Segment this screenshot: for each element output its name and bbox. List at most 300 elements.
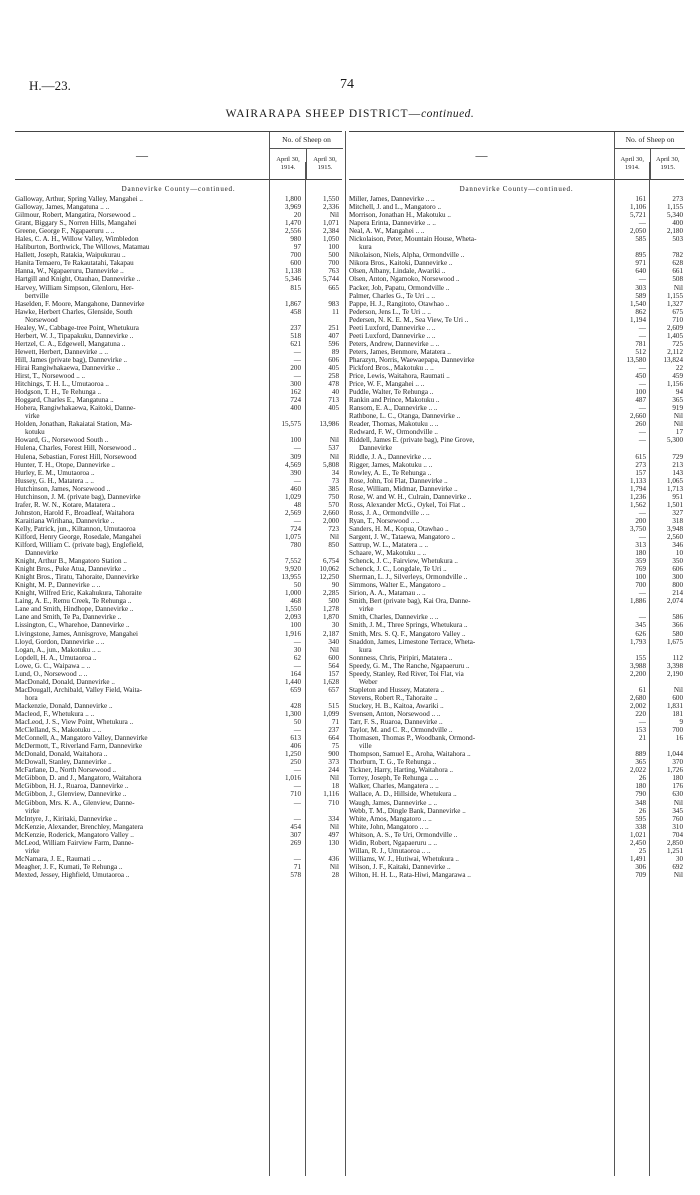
sheep-1914-value: — — [638, 613, 646, 622]
table-row — [15, 324, 342, 332]
table-row — [15, 404, 342, 412]
table-row — [349, 420, 684, 428]
sheep-1914-value: 162 — [290, 388, 301, 397]
table-row — [349, 195, 684, 203]
sheep-1915-value: 18 — [331, 782, 339, 791]
sheep-1915-value: 130 — [328, 838, 339, 847]
sheep-1914-value: — — [293, 726, 301, 735]
sheep-1915-value: 2,609 — [667, 323, 683, 332]
sheep-1915-value: 1,628 — [323, 677, 339, 686]
table-row — [15, 807, 342, 815]
table-row — [349, 565, 684, 573]
sheep-1915-value: Nil — [329, 774, 339, 783]
table-row — [15, 275, 342, 283]
sheep-1915-value: 503 — [672, 235, 683, 244]
sheep-1915-value: 10 — [675, 549, 683, 558]
sheep-1914-value: 26 — [638, 774, 646, 783]
sheep-1914-value: 1,021 — [630, 830, 646, 839]
row-name: Galloway, Arthur, Spring Valley, Mangahei .. — [15, 195, 143, 203]
sheep-1914-value: 61 — [638, 685, 646, 694]
sheep-1914-value: 220 — [635, 710, 646, 718]
table-row — [15, 734, 342, 742]
row-name: Knight Bros., Tiratu, Tahoraite, Dannevirke — [15, 573, 139, 582]
row-name: Riddell, James E. (private bag), Pine Grove, — [349, 436, 475, 445]
sheep-1914-value: 1,133 — [630, 476, 646, 485]
row-name: Kilford, William C. (private bag), Englefield, — [15, 541, 144, 550]
row-name: Macleod, F., Whetukura .. .. — [15, 710, 95, 718]
row-name: Peeti Luxford, Dannevirke .. .. — [349, 323, 436, 332]
sheep-1914-value: 25 — [638, 846, 646, 855]
column-rule — [614, 178, 615, 1176]
sheep-1914-value: 307 — [290, 830, 301, 839]
table-row — [349, 694, 684, 702]
row-name: Pickford Bros., Makotuku .. .. — [349, 363, 434, 372]
sheep-1914-value: 450 — [635, 372, 646, 381]
sheep-1915-value: 664 — [328, 734, 339, 743]
sheep-1915-value: 1,675 — [667, 637, 683, 646]
sheep-1914-value: 338 — [635, 822, 646, 831]
sheep-1914-value: 1,550 — [285, 605, 301, 614]
sheep-1914-value: — — [638, 718, 646, 727]
row-name: Rose, John, Toi Flat, Dannevirke .. — [349, 476, 448, 485]
sheep-1914-value: 180 — [635, 782, 646, 791]
sheep-1915-value: 570 — [328, 500, 339, 509]
table-row — [349, 573, 684, 581]
row-name: Rathbone, L. C., Otanga, Dannevirke .. — [349, 412, 461, 421]
sheep-1914-value: 889 — [635, 750, 646, 759]
row-name: Miller, James, Dannevirke .. .. — [349, 195, 435, 203]
row-name: Lissington, C., Wharehoe, Dannevirke .. — [15, 621, 130, 630]
table-row — [349, 469, 684, 477]
table-row — [349, 605, 684, 613]
sheep-1915-value: 850 — [328, 541, 339, 550]
row-name: Tarr, F. S., Ruaroa, Dannevirke .. — [349, 718, 443, 727]
sheep-1914-value: — — [638, 436, 646, 445]
row-name: Nikolaison, Niels, Alpha, Ormondville .. — [349, 251, 465, 260]
table-row — [349, 428, 684, 436]
table-row — [15, 380, 342, 388]
row-name: Whitson, A. S., Te Uri, Ormondville .. — [349, 830, 458, 839]
table-row — [349, 790, 684, 798]
row-name: Price, W. F., Mangahei .. .. — [349, 380, 425, 389]
sheep-1914-value: 100 — [635, 573, 646, 582]
sheep-1914-value: 1,800 — [285, 195, 301, 203]
center-rule — [345, 131, 346, 1176]
row-name: Wallace, A. D., Hillside, Whetukura .. — [349, 790, 457, 799]
table-row — [15, 847, 342, 855]
sheep-1915-value: 606 — [328, 355, 339, 364]
sheep-1914-value: — — [638, 428, 646, 437]
rows-left — [15, 195, 342, 879]
sheep-1915-value: 13,824 — [663, 355, 683, 364]
table-row — [349, 235, 684, 243]
column-rule — [649, 162, 650, 1176]
sheep-1914-value: 1,138 — [285, 267, 301, 276]
table-row — [349, 219, 684, 227]
row-name: McDonald, Donald, Waitahora .. — [15, 750, 108, 759]
row-name: Knight, Wilfred Eric, Kakahukura, Tahoraite — [15, 589, 142, 598]
row-name: Williams, W. J., Hutiwai, Whetukura .. — [349, 854, 459, 863]
sheep-1915-value: 704 — [672, 830, 683, 839]
sheep-1915-value: 34 — [331, 468, 339, 477]
table-row — [349, 823, 684, 831]
rows-right — [349, 195, 684, 879]
row-name: Sirion, A. A., Matamau .. .. — [349, 589, 426, 598]
sheep-1915-value: Nil — [329, 436, 339, 445]
row-name: Peters, James, Benmore, Matatera .. — [349, 347, 451, 356]
row-name: McDermott, T., Riverland Farm, Dannevirke — [15, 742, 142, 751]
row-name: Galloway, James, Mangatuna .. .. — [15, 203, 110, 212]
sheep-1915-value: 176 — [672, 782, 683, 791]
sheep-1915-value: 675 — [672, 307, 683, 316]
sheep-1914-value: 1,793 — [630, 637, 646, 646]
table-row — [349, 670, 684, 678]
sheep-1915-value: 244 — [328, 766, 339, 775]
row-name: Smith, Charles, Dannevirke .. .. — [349, 613, 439, 622]
table-row — [349, 533, 684, 541]
table-row — [15, 815, 342, 823]
row-name: Peeti Luxford, Dannevirke .. .. — [349, 331, 436, 340]
sheep-1914-value: 428 — [290, 701, 301, 710]
sheep-1915-value: 300 — [672, 573, 683, 582]
sheep-1914-value: 313 — [635, 541, 646, 550]
row-name: Knight Bros., Puke Atua, Dannevirke .. — [15, 565, 127, 574]
row-name: Smith, J. M., Three Springs, Whetukura .. — [349, 621, 468, 630]
row-name: Hunter, T. H., Otope, Dannevirke .. — [15, 460, 115, 469]
table-row — [15, 501, 342, 509]
sheep-1915-value: 345 — [672, 806, 683, 815]
sheep-1915-value: 1,155 — [667, 291, 683, 300]
table-row — [15, 565, 342, 573]
row-name: Hales, C. A. H., Willow Valley, Wimbledon — [15, 235, 139, 244]
sheep-1915-value: 181 — [672, 710, 683, 718]
row-name: Haselden, F. Moore, Mangahone, Dannevirke — [15, 299, 145, 308]
sheep-1915-value: 1,099 — [323, 710, 339, 718]
sheep-1915-value: 951 — [672, 492, 683, 501]
sheep-1914-value: 157 — [635, 468, 646, 477]
sheep-1915-value: 628 — [672, 259, 683, 268]
table-row — [349, 509, 684, 517]
table-row — [349, 316, 684, 324]
row-name: MacDougall, Archibald, Valley Field, Waita- — [15, 685, 143, 694]
row-name: Speedy, G. M., The Ranche, Ngapaeruru .. — [349, 661, 470, 670]
sheep-1914-value: 5,721 — [630, 211, 646, 220]
sheep-1915-value: 2,850 — [667, 838, 683, 847]
sheep-1914-value: 30 — [293, 645, 301, 654]
row-name: Logan, A., jun., Makotuku .. .. — [15, 645, 101, 654]
row-name: Snaddon, James, Limestone Terrace, Wheta- — [349, 637, 476, 646]
table-header-right — [349, 131, 684, 180]
table-row — [15, 742, 342, 750]
table-row — [15, 638, 342, 646]
row-name: Hirai Rangiwhakaewa, Dannevirke .. — [15, 363, 121, 372]
table-row — [349, 597, 684, 605]
sheep-1914-value: 48 — [293, 500, 301, 509]
row-name: McLeod, William Fairview Farm, Danne- — [15, 838, 134, 847]
sheep-1914-value: 400 — [290, 404, 301, 413]
row-name: McConnell, A., Mangatoro Valley, Dannevirke — [15, 734, 148, 743]
sheep-1914-value: 62 — [293, 653, 301, 662]
table-row — [349, 300, 684, 308]
sheep-1915-value: 1,044 — [667, 750, 683, 759]
sheep-1914-value: 50 — [293, 718, 301, 727]
sheep-1914-value: 2,200 — [630, 669, 646, 678]
sheep-1914-value: 578 — [290, 870, 301, 879]
sheep-1914-value: 1,194 — [630, 315, 646, 324]
sheep-1914-value: 3,988 — [630, 661, 646, 670]
table-row — [349, 493, 684, 501]
table-row — [349, 364, 684, 372]
row-name: Knight, M. P., Dannevirke .. .. — [15, 581, 101, 590]
table-row — [15, 589, 342, 597]
row-name: Ross, Alexander McG., Oykel, Toi Flat .. — [349, 500, 466, 509]
table-row — [15, 284, 342, 292]
sheep-1914-value: — — [293, 444, 301, 453]
table-row — [349, 348, 684, 356]
table-row — [15, 453, 342, 461]
row-name: Rose, W. and W. H., Culrain, Dannevirke .. — [349, 492, 472, 501]
row-name: Ross, J. A., Ormondville .. .. — [349, 508, 430, 517]
table-row — [349, 324, 684, 332]
table-row — [349, 332, 684, 340]
row-name: Hanna, W., Ngapaeruru, Dannevirke .. — [15, 267, 124, 276]
sheep-1914-value: — — [638, 589, 646, 598]
sheep-column-header — [269, 132, 343, 179]
table-row — [349, 718, 684, 726]
row-name: Packer, Job, Papatu, Ormondville .. — [349, 283, 450, 292]
row-name: bertville — [25, 291, 49, 300]
sheep-1914-value: 200 — [635, 516, 646, 525]
sheep-1915-value: 657 — [328, 685, 339, 694]
table-row — [15, 799, 342, 807]
sheep-1915-value: 2,112 — [667, 347, 683, 356]
sheep-1914-value: 406 — [290, 742, 301, 751]
sheep-1915-value: 366 — [672, 621, 683, 630]
sheep-1915-value: 515 — [328, 701, 339, 710]
row-name: kura — [359, 645, 372, 654]
sheep-1915-value: 180 — [672, 774, 683, 783]
table-row — [15, 726, 342, 734]
sheep-1915-value: 763 — [328, 267, 339, 276]
row-name: Webb, T. M., Dingle Bank, Dannevirke .. — [349, 806, 466, 815]
row-name: McNamara, J. E., Raumati .. .. — [15, 854, 102, 863]
page-title — [0, 108, 700, 120]
sheep-1914-value: 2,022 — [630, 766, 646, 775]
sheep-1915-value: 310 — [672, 822, 683, 831]
sheep-1915-value: 3,398 — [667, 661, 683, 670]
sheep-1914-value: 458 — [290, 307, 301, 316]
sheep-1915-value: 1,831 — [667, 701, 683, 710]
sheep-1914-value: 585 — [635, 235, 646, 244]
row-name: Gilmour, Robert, Mangatira, Norsewood .. — [15, 211, 136, 220]
sheep-1915-value: 100 — [328, 243, 339, 252]
table-row — [15, 855, 342, 863]
table-row — [15, 766, 342, 774]
sheep-1915-value: 2,660 — [323, 508, 339, 517]
sheep-1914-value: 7,552 — [285, 557, 301, 566]
sheep-1914-value: 2,660 — [630, 412, 646, 421]
table-row — [15, 871, 342, 879]
sheep-1915-value: 600 — [672, 693, 683, 702]
row-name: Hartgill and Knight, Otauhao, Dannevirke .. — [15, 275, 141, 284]
row-name: White, John, Mangatoro .. .. — [349, 822, 429, 831]
sheep-1915-value: 3,948 — [667, 524, 683, 533]
row-name: Howard, G., Norsewood South .. — [15, 436, 109, 445]
sheep-1915-value: 373 — [328, 758, 339, 767]
sheep-1915-value: 12,250 — [319, 573, 339, 582]
sheep-1914-value: 1,562 — [630, 500, 646, 509]
sheep-1915-value: 5,340 — [667, 211, 683, 220]
row-name: McGibbon, Mrs. K. A., Glenview, Danne- — [15, 798, 135, 807]
row-name: Walker, Charles, Mangatera .. .. — [349, 782, 439, 791]
row-name: Lowe, G. C., Waipawa .. .. — [15, 661, 91, 670]
table-row — [349, 372, 684, 380]
table-row — [15, 267, 342, 275]
sheep-1915-value: 2,190 — [667, 669, 683, 678]
row-name: Pharazyn, Norris, Waewaepapa, Dannevirke — [349, 355, 475, 364]
table-row — [15, 517, 342, 525]
sheep-1914-value: 1,867 — [285, 299, 301, 308]
sheep-1915-value: 1,155 — [667, 203, 683, 212]
sheep-1915-value: 900 — [328, 750, 339, 759]
table-row — [15, 219, 342, 227]
sheep-1914-value: 512 — [635, 347, 646, 356]
row-name: Greene, George F., Ngapaeruru .. .. — [15, 227, 115, 236]
sheep-1915-value: Nil — [329, 211, 339, 220]
sheep-on-label: No. of Sheep on — [615, 132, 685, 149]
table-row — [15, 621, 342, 629]
table-row — [15, 259, 342, 267]
sheep-1915-value: 1,251 — [667, 846, 683, 855]
row-name: Schaare, W., Makotuku .. .. — [349, 549, 427, 558]
table-row — [15, 364, 342, 372]
sheep-1914-value: — — [638, 532, 646, 541]
row-name: kotuku — [25, 428, 45, 437]
sheep-1914-value: 21 — [638, 734, 646, 743]
sheep-1915-value: 73 — [331, 476, 339, 485]
sheep-1915-value: 40 — [331, 388, 339, 397]
sheep-on-label: No. of Sheep on — [270, 132, 343, 149]
row-name: Healey, W., Cabbage-tree Point, Whetukura — [15, 323, 139, 332]
table-row — [349, 461, 684, 469]
table-row — [15, 718, 342, 726]
row-name: Hirst, T., Norsewood .. .. — [15, 372, 86, 381]
section-heading: Dannevirke County—continued. — [121, 185, 236, 193]
sheep-1915-value: 157 — [328, 669, 339, 678]
table-row — [349, 581, 684, 589]
sheep-1914-value: 100 — [635, 388, 646, 397]
row-name: Irafer, R. W. N., Kotare, Matatera .. — [15, 500, 116, 509]
row-name: Price, Lewis, Waitahora, Raumati .. — [349, 372, 450, 381]
row-name: Kilford, Henry George, Rosedale, Mangahei — [15, 532, 142, 541]
table-row — [349, 388, 684, 396]
sheep-1914-value: 487 — [635, 396, 646, 405]
sheep-1915-value: 213 — [672, 460, 683, 469]
sheep-1915-value: 22 — [675, 363, 683, 372]
row-name: Hanita Temaero, Te Rakautatahi, Takapau — [15, 259, 134, 268]
table-row — [349, 621, 684, 629]
sheep-1915-value: 9 — [679, 718, 683, 727]
row-name: Taylor, M. and C. R., Ormondville .. — [349, 726, 453, 735]
sheep-1915-value: 713 — [328, 396, 339, 405]
sheep-1914-value: 303 — [635, 283, 646, 292]
sheep-1915-value: 1,156 — [667, 380, 683, 389]
sheep-1914-value: — — [293, 798, 301, 807]
sheep-1914-value: — — [638, 404, 646, 413]
table-row — [15, 493, 342, 501]
table-row — [349, 380, 684, 388]
row-name: Hawke, Herbert Charles, Glenside, South — [15, 307, 133, 316]
row-name: Schenck, J. C., Fairview, Whetukura .. — [349, 557, 458, 566]
row-name: Mackenzie, Donald, Dannevirke .. — [15, 701, 113, 710]
sheep-1914-value: 1,250 — [285, 750, 301, 759]
sheep-1915-value: 2,187 — [323, 629, 339, 638]
row-name: Ryan, T., Norsewood .. .. — [349, 516, 420, 525]
sheep-1914-value: 710 — [290, 790, 301, 799]
sheep-1915-value: Nil — [329, 452, 339, 461]
table-row — [349, 662, 684, 670]
table-row — [349, 412, 684, 420]
sheep-1914-value: 1,440 — [285, 677, 301, 686]
sheep-1915-value: 500 — [328, 251, 339, 260]
sheep-1915-value: Nil — [329, 862, 339, 871]
table-row — [349, 686, 684, 694]
table-header-left — [15, 131, 342, 180]
sheep-1914-value: 200 — [290, 363, 301, 372]
sheep-1914-value: 4,569 — [285, 460, 301, 469]
sheep-1915-value: 1,713 — [667, 484, 683, 493]
sheep-1915-value: 11 — [332, 307, 339, 316]
sheep-1915-value: 2,000 — [323, 516, 339, 525]
table-row — [15, 573, 342, 581]
sheep-1914-value: — — [293, 347, 301, 356]
sheep-1915-value: 436 — [328, 854, 339, 863]
sheep-1914-value: — — [293, 637, 301, 646]
sheep-1914-value: — — [638, 275, 646, 284]
sheep-1915-value: 2,384 — [323, 227, 339, 236]
year-1914-header: April 30, 1914. — [270, 149, 307, 179]
table-row — [349, 251, 684, 259]
sheep-1915-value: 214 — [672, 589, 683, 598]
sheep-1914-value: 1,106 — [630, 203, 646, 212]
table-row — [15, 372, 342, 380]
table-row — [15, 509, 342, 517]
sheep-1915-value: 537 — [328, 444, 339, 453]
table-row — [349, 501, 684, 509]
sheep-1915-value: 983 — [328, 299, 339, 308]
row-name: hora — [25, 693, 38, 702]
table-row — [15, 396, 342, 404]
sheep-1915-value: 2,285 — [323, 589, 339, 598]
sheep-1914-value: 359 — [635, 557, 646, 566]
row-name: Sanders, H. M., Kopua, Otawhao .. — [349, 524, 449, 533]
sheep-1915-value: 237 — [328, 726, 339, 735]
sheep-1914-value: — — [293, 661, 301, 670]
table-row — [349, 742, 684, 750]
sheep-1914-value: — — [293, 854, 301, 863]
table-row — [15, 211, 342, 219]
table-row — [15, 782, 342, 790]
sheep-1914-value: 9,920 — [285, 565, 301, 574]
row-name: Svensen, Anton, Norsewood .. .. — [349, 710, 441, 718]
row-name: Widin, Robert, Ngapaeruru .. .. — [349, 838, 437, 847]
table-row — [15, 428, 342, 436]
table-row — [349, 267, 684, 275]
sheep-1915-value: 1,050 — [323, 235, 339, 244]
sheep-1915-value: 564 — [328, 661, 339, 670]
sheep-1915-value: 340 — [328, 637, 339, 646]
row-name: Peters, Andrew, Dannevirke .. .. — [349, 339, 440, 348]
